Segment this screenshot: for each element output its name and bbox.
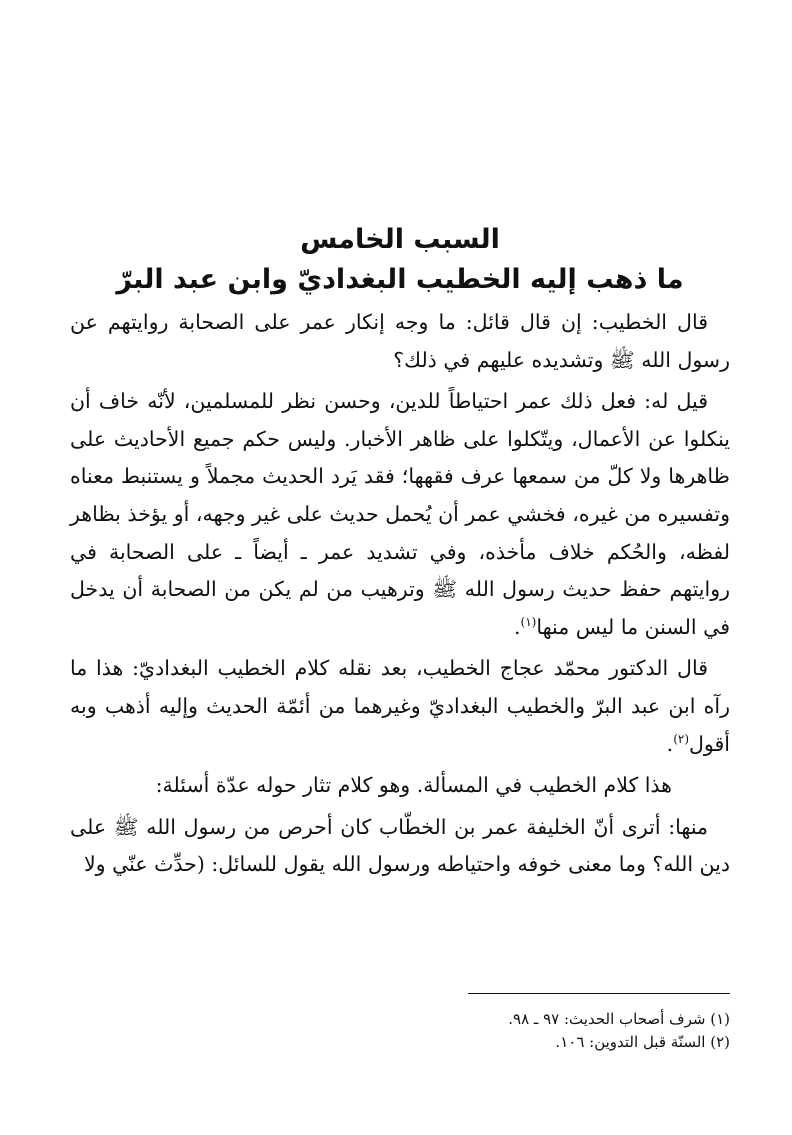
page-body	[70, 220, 730, 888]
paragraph-5-text: منها: أترى أنّ الخليفة عمر بن الخطّاب كان أحرص من رسول الله ﷺ على دين الله؟ وما معنى خوفه واحتياطه ورسول الله يقول للسائل: (حدِّث عنّي ولا	[70, 814, 730, 877]
chapter-title: السبب الخامس	[300, 224, 500, 255]
paragraph-5	[70, 809, 730, 884]
footnote-1: (١) شرف أصحاب الحديث: ٩٧ ـ ٩٨.	[508, 1010, 730, 1028]
paragraph-4	[70, 767, 730, 805]
paragraph-4-text: هذا كلام الخطيب في المسألة. وهو كلام تثار حوله عدّة أسئلة:	[155, 773, 672, 798]
paragraph-3-text: قال الدكتور محمّد عجاج الخطيب، بعد نقله كلام الخطيب البغداديّ: هذا ما رآه ابن عبد البرّ والخطيب البغداديّ وغيرهما من أئمّة الحديث وإليه أذهب وبه أقول	[70, 656, 730, 756]
footnote-ref-1[interactable]: (١)	[520, 614, 537, 629]
paragraph-1-text: قال الخطيب: إن قال قائل: ما وجه إنكار عمر على الصحابة روايتهم عن رسول الله ﷺ وتشديده عليهم في ذلك؟	[70, 310, 730, 372]
footnote-divider	[468, 993, 730, 994]
paragraph-1	[70, 304, 730, 379]
paragraph-2-text: قيل له: فعل ذلك عمر احتياطاً للدين، وحسن نظر للمسلمين، لأنّه خاف أن ينكلوا عن الأعمال، ويتّكلوا على ظاهر الأخبار. وليس حكم جميع الأحاديث على ظاهرها ولا كلّ من سمعها عرف فقهها؛ فقد يَرد الحديث مجملاً و يستنبط معناه وتفسيره من غيره، فخشي عمر أن يُحمل حديث على غير وجهه، أو يؤخذ بظاهر لفظه، والحُكم خلاف مأخذه، وفي تشديد عمر ـ أيضاً ـ على الصحابة في روايتهم حفظ حديث رسول الله ﷺ وترهيب من لم يكن من الصحابة أن يدخل في السنن ما ليس منها	[70, 389, 730, 639]
paragraph-2: قيل له: فعل ذلك عمر احتياطاً للدين، وحسن نظر للمسلمين، لأنّه خاف أن ينكلوا عن الأعمال، ويتّكلوا على ظاهر الأخبار. وليس حكم جميع الأحاديث على ظاهرها ولا كلّ من سمعها عرف فقهها؛ فقد يَرد الحديث مجملاً و يستنبط معناه وتفسيره من غيره، فخشي عمر أن يُحمل حديث على غير وجهه، أو يؤخذ بظاهر لفظه، والحُكم خلاف مأخذه، وفي تشديد عمر ـ أيضاً ـ على الصحابة في روايتهم حفظ حديث رسول الله ﷺ وترهيب من لم يكن من الصحابة أن يدخل في السنن ما ليس منها$^{(١)}$.	[70, 389, 730, 639]
footnotes	[300, 1008, 730, 1054]
footnote-ref-2[interactable]: (٢)	[673, 731, 690, 746]
chapter-subtitle: ما ذهب إليه الخطيب البغداديّ وابن عبد البرّ	[116, 264, 684, 295]
footnote-2: (٢) السنّة قبل التدوين: ١٠٦.	[555, 1033, 730, 1051]
paragraph-3: قال الدكتور محمّد عجاج الخطيب، بعد نقله كلام الخطيب البغداديّ: هذا ما رآه ابن عبد البرّ والخطيب البغداديّ وغيرهما من أئمّة الحديث وإليه أذهب وبه أقول$^{(٢)}$.	[70, 656, 730, 756]
